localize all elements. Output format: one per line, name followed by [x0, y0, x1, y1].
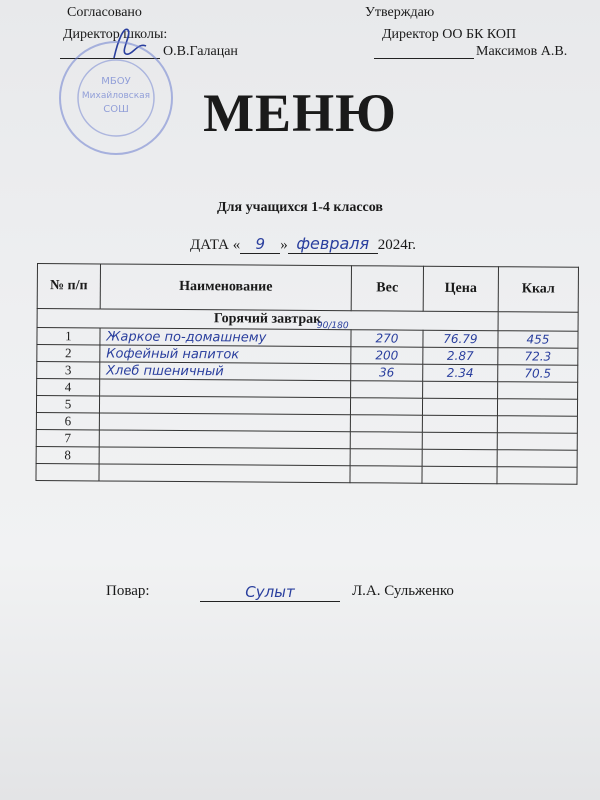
stamp-line-1: МБОУ: [101, 76, 131, 87]
document-title: МЕНЮ: [203, 83, 397, 143]
row-kcal: [497, 467, 577, 485]
table-row: [36, 463, 577, 484]
stamp-line-2: Михайловская: [81, 91, 151, 101]
date-suffix: 2024г.: [377, 237, 416, 253]
row-number: 2: [37, 345, 100, 362]
row-name: Кофейный напиток: [100, 345, 351, 364]
row-weight: [350, 449, 422, 467]
cook-label: Повар:: [106, 583, 150, 599]
row-name: [99, 413, 350, 432]
row-weight: [350, 466, 422, 484]
row-kcal: 70.5: [498, 365, 578, 383]
stamp-line-3: СОШ: [103, 104, 129, 115]
date-day: 9: [240, 235, 280, 254]
approve-signature-line: [374, 44, 474, 59]
col-price-header: Цена: [423, 266, 498, 312]
date-mid: »: [280, 237, 288, 253]
row-portion-note: 90/180: [316, 320, 349, 332]
row-price: [422, 381, 497, 399]
menu-table: [35, 263, 579, 485]
approval-title: Согласовано: [67, 5, 142, 20]
row-number: 1: [37, 328, 100, 345]
row-number: 4: [37, 379, 100, 396]
row-weight: [351, 381, 423, 399]
row-kcal: [497, 450, 577, 468]
row-name: Хлеб пшеничный: [100, 362, 351, 381]
row-number: 6: [36, 412, 99, 429]
approval-name: О.В.Галацан: [163, 44, 238, 59]
menu-table-body: [36, 309, 578, 485]
row-weight: 200: [351, 347, 423, 365]
approve-title: Утверждаю: [365, 5, 435, 20]
row-weight: 270: [351, 330, 423, 348]
row-price: 2.87: [423, 347, 498, 365]
approve-role: Директор ОО БК КОП: [382, 27, 517, 42]
row-weight: [350, 432, 422, 450]
cook-signature-line: [200, 583, 340, 602]
row-kcal: [497, 399, 577, 417]
row-weight: [350, 398, 422, 416]
row-weight: [350, 415, 422, 433]
approval-role: Директор школы:: [63, 27, 168, 42]
row-kcal: [498, 382, 578, 400]
row-price: [422, 415, 497, 433]
row-weight: 36: [351, 364, 423, 382]
approve-name: Максимов А.В.: [476, 44, 568, 59]
row-name: [99, 379, 350, 398]
row-number: [36, 463, 99, 480]
date-line: [190, 234, 416, 254]
col-name-header: Наименование: [100, 264, 351, 311]
row-price: [422, 449, 497, 467]
row-name: [99, 447, 350, 466]
row-kcal: 72.3: [498, 348, 578, 366]
row-name: [99, 430, 350, 449]
row-number: 7: [36, 429, 99, 446]
row-kcal: [497, 433, 577, 451]
date-month: февраля: [288, 234, 378, 254]
document-subtitle: Для учащихся 1-4 классов: [217, 200, 383, 215]
row-kcal: [497, 416, 577, 434]
row-kcal: 455: [498, 331, 578, 349]
row-name-text: Жаркое по-домашнему: [106, 328, 267, 346]
col-kcal-header: Ккал: [498, 267, 578, 313]
date-prefix: ДАТА «: [190, 237, 241, 253]
row-price: [422, 398, 497, 416]
row-number: 5: [36, 396, 99, 413]
row-number: 8: [36, 446, 99, 463]
row-name: [99, 396, 350, 415]
cook-signature: Сулыт: [245, 583, 295, 601]
col-weight-header: Вес: [351, 266, 423, 312]
row-price: [422, 432, 497, 450]
section-empty-cell: [498, 312, 578, 332]
row-price: 2.34: [423, 364, 498, 382]
cook-name: Л.А. Сульженко: [352, 583, 454, 599]
section-label: Горячий завтрак: [37, 309, 498, 331]
col-number-header: № п/п: [37, 264, 100, 309]
row-price: [422, 466, 497, 484]
table-header-row: [37, 264, 578, 313]
row-price: 76.79: [423, 330, 498, 348]
row-name: [100, 320, 351, 347]
row-number: 3: [37, 362, 100, 379]
row-name: [99, 464, 350, 483]
